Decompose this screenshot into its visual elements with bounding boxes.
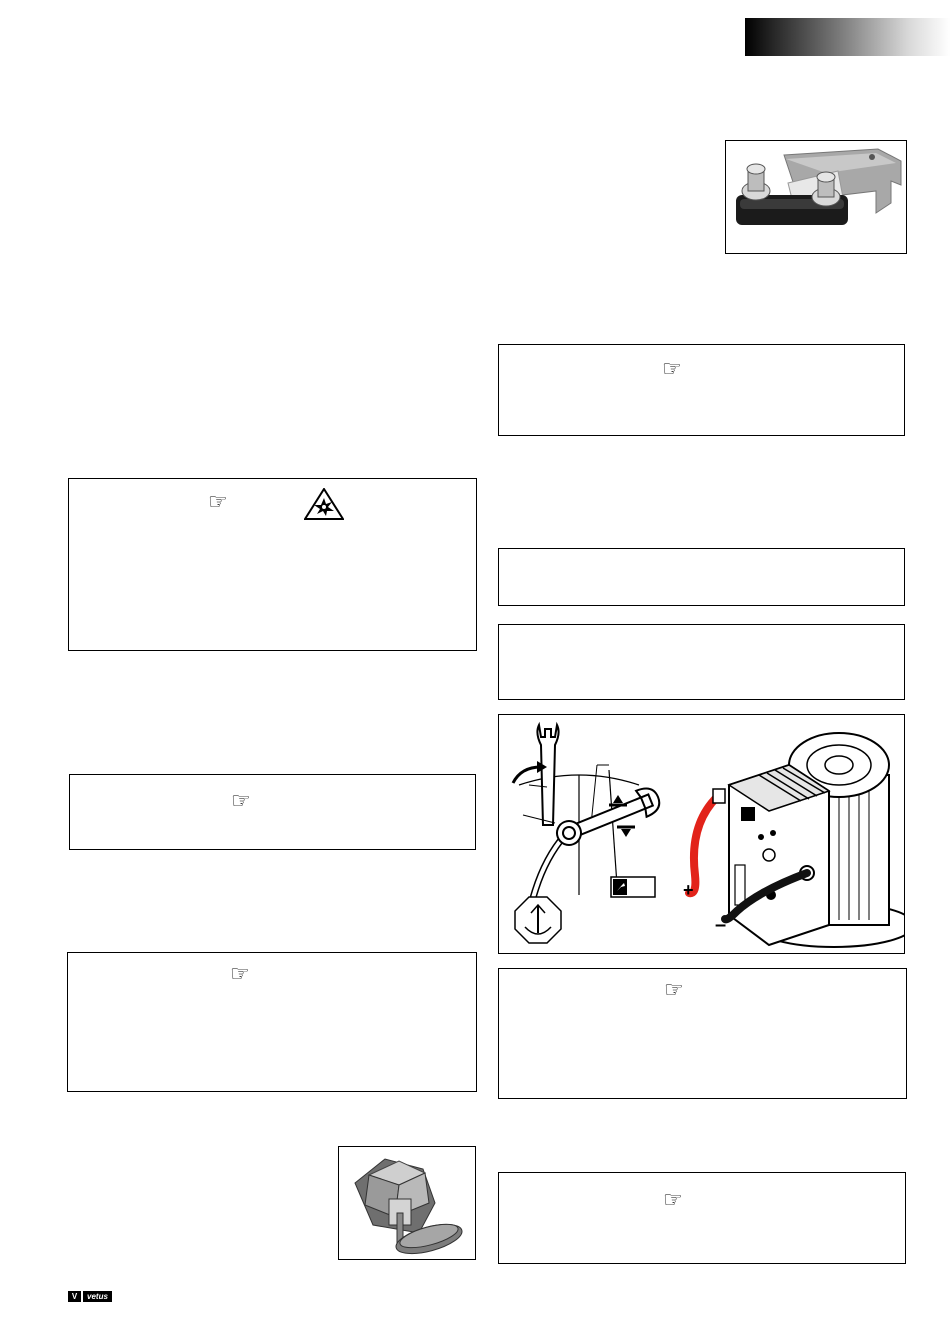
pointing-hand-icon: ☞ [208, 490, 228, 515]
positive-terminal-label: + [683, 880, 694, 900]
brand-logo-word: vetus [83, 1291, 112, 1302]
note-box-right-1 [498, 344, 905, 436]
note-box-left-2 [69, 774, 476, 850]
pointing-hand-icon: ☞ [231, 789, 251, 814]
main-switch-illustration [339, 1147, 475, 1259]
pointing-hand-icon: ☞ [664, 978, 684, 1003]
fuse-holder-illustration [726, 141, 906, 253]
warning-box-explosion [68, 478, 477, 651]
pointing-hand-icon: ☞ [230, 962, 250, 987]
header-gradient-bar [745, 18, 950, 56]
holding-wrench [537, 725, 558, 825]
main-switch-photo [338, 1146, 476, 1260]
note-box-right-2 [498, 548, 905, 606]
note-box-left-3 [67, 952, 477, 1092]
note-box-right-4 [498, 968, 907, 1099]
battery-cable-connection-diagram [498, 714, 905, 954]
pointing-hand-icon: ☞ [662, 357, 682, 382]
negative-terminal-label: – [715, 914, 727, 936]
turning-wrench [553, 784, 664, 850]
wrench-and-thruster-illustration [499, 715, 904, 953]
thruster-motor [729, 733, 904, 947]
explosion-hazard-icon [304, 488, 344, 520]
brand-logo [68, 1291, 112, 1302]
fuse-holder-photo [725, 140, 907, 254]
brand-logo-mark: V [68, 1291, 81, 1302]
pointing-hand-icon: ☞ [663, 1188, 683, 1213]
wrench-tag-icon [611, 877, 655, 897]
do-not-rotate-icon [515, 897, 561, 943]
note-box-right-5 [498, 1172, 906, 1264]
note-box-right-3 [498, 624, 905, 700]
